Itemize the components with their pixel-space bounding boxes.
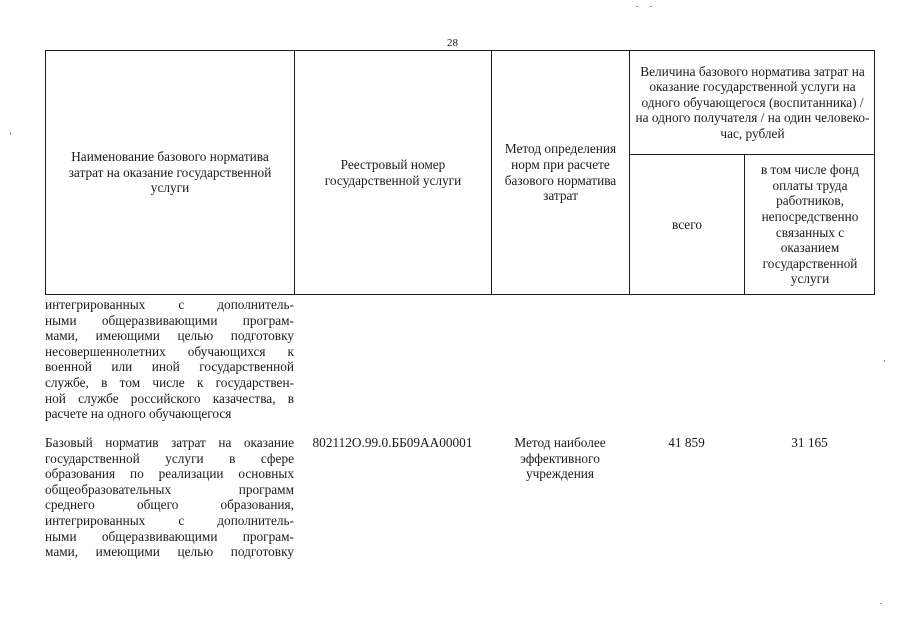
text-line: ными общеразвивающими програм- xyxy=(45,312,294,328)
text-line: образования по реализации основных xyxy=(45,466,294,482)
text-line: военной или иной государственной xyxy=(45,359,294,375)
scan-speck xyxy=(650,6,652,7)
text-line: ными общеразвивающими програм- xyxy=(45,528,294,544)
text-line: ной службе российского казачества, в xyxy=(45,390,294,406)
text-line: Базовый норматив затрат на оказание xyxy=(45,435,294,450)
text-line: среднего общего образования, xyxy=(45,497,294,513)
text-line: службе, в том числе к государствен- xyxy=(45,374,294,390)
text-line: интегрированных с дополнитель- xyxy=(45,512,294,528)
text-line: расчете на одного обучающегося xyxy=(45,406,232,422)
text-line: мами, имеющими целью подготовку xyxy=(45,544,294,560)
registry-number: 802112О.99.0.ББ09АА00001 xyxy=(312,435,473,450)
header-method: Метод определения норм при расчете базового норматива затрат xyxy=(504,141,617,204)
scan-speck xyxy=(880,603,882,604)
text-line: государственной услуги в сфере xyxy=(45,450,294,466)
scan-speck xyxy=(636,6,638,7)
method: Метод наиболее эффективного учреждения xyxy=(514,435,606,482)
text-line: несовершеннолетних обучающихся к xyxy=(45,343,294,359)
header-total: всего xyxy=(672,216,702,232)
row-continued-name xyxy=(45,297,294,422)
scan-speck xyxy=(884,360,885,362)
header-value-group: Величина базового норматива затрат на оказание государственной услуги на одного обучающегося (воспитанника) / на одного получателя / на один человеко-час, рублей xyxy=(635,63,870,141)
value-total: 41 859 xyxy=(668,435,705,450)
header-registry-number: Реестровый номер государственной услуги xyxy=(324,156,462,188)
header-name: Наименование базового норматива затрат на оказание государственной услуги xyxy=(68,149,272,196)
value-wage-fund: 31 165 xyxy=(791,435,828,450)
header-wage-fund: в том числе фонд оплаты труда работников, непосредственно связанных с оказанием государственной услуги xyxy=(760,162,860,287)
page-number: 28 xyxy=(447,37,458,49)
scan-speck xyxy=(10,132,11,135)
row-name xyxy=(45,435,294,560)
text-line: общеобразовательных программ xyxy=(45,481,294,497)
text-line: мами, имеющими целью подготовку xyxy=(45,328,294,344)
text-line: интегрированных с дополнитель- xyxy=(45,297,294,312)
